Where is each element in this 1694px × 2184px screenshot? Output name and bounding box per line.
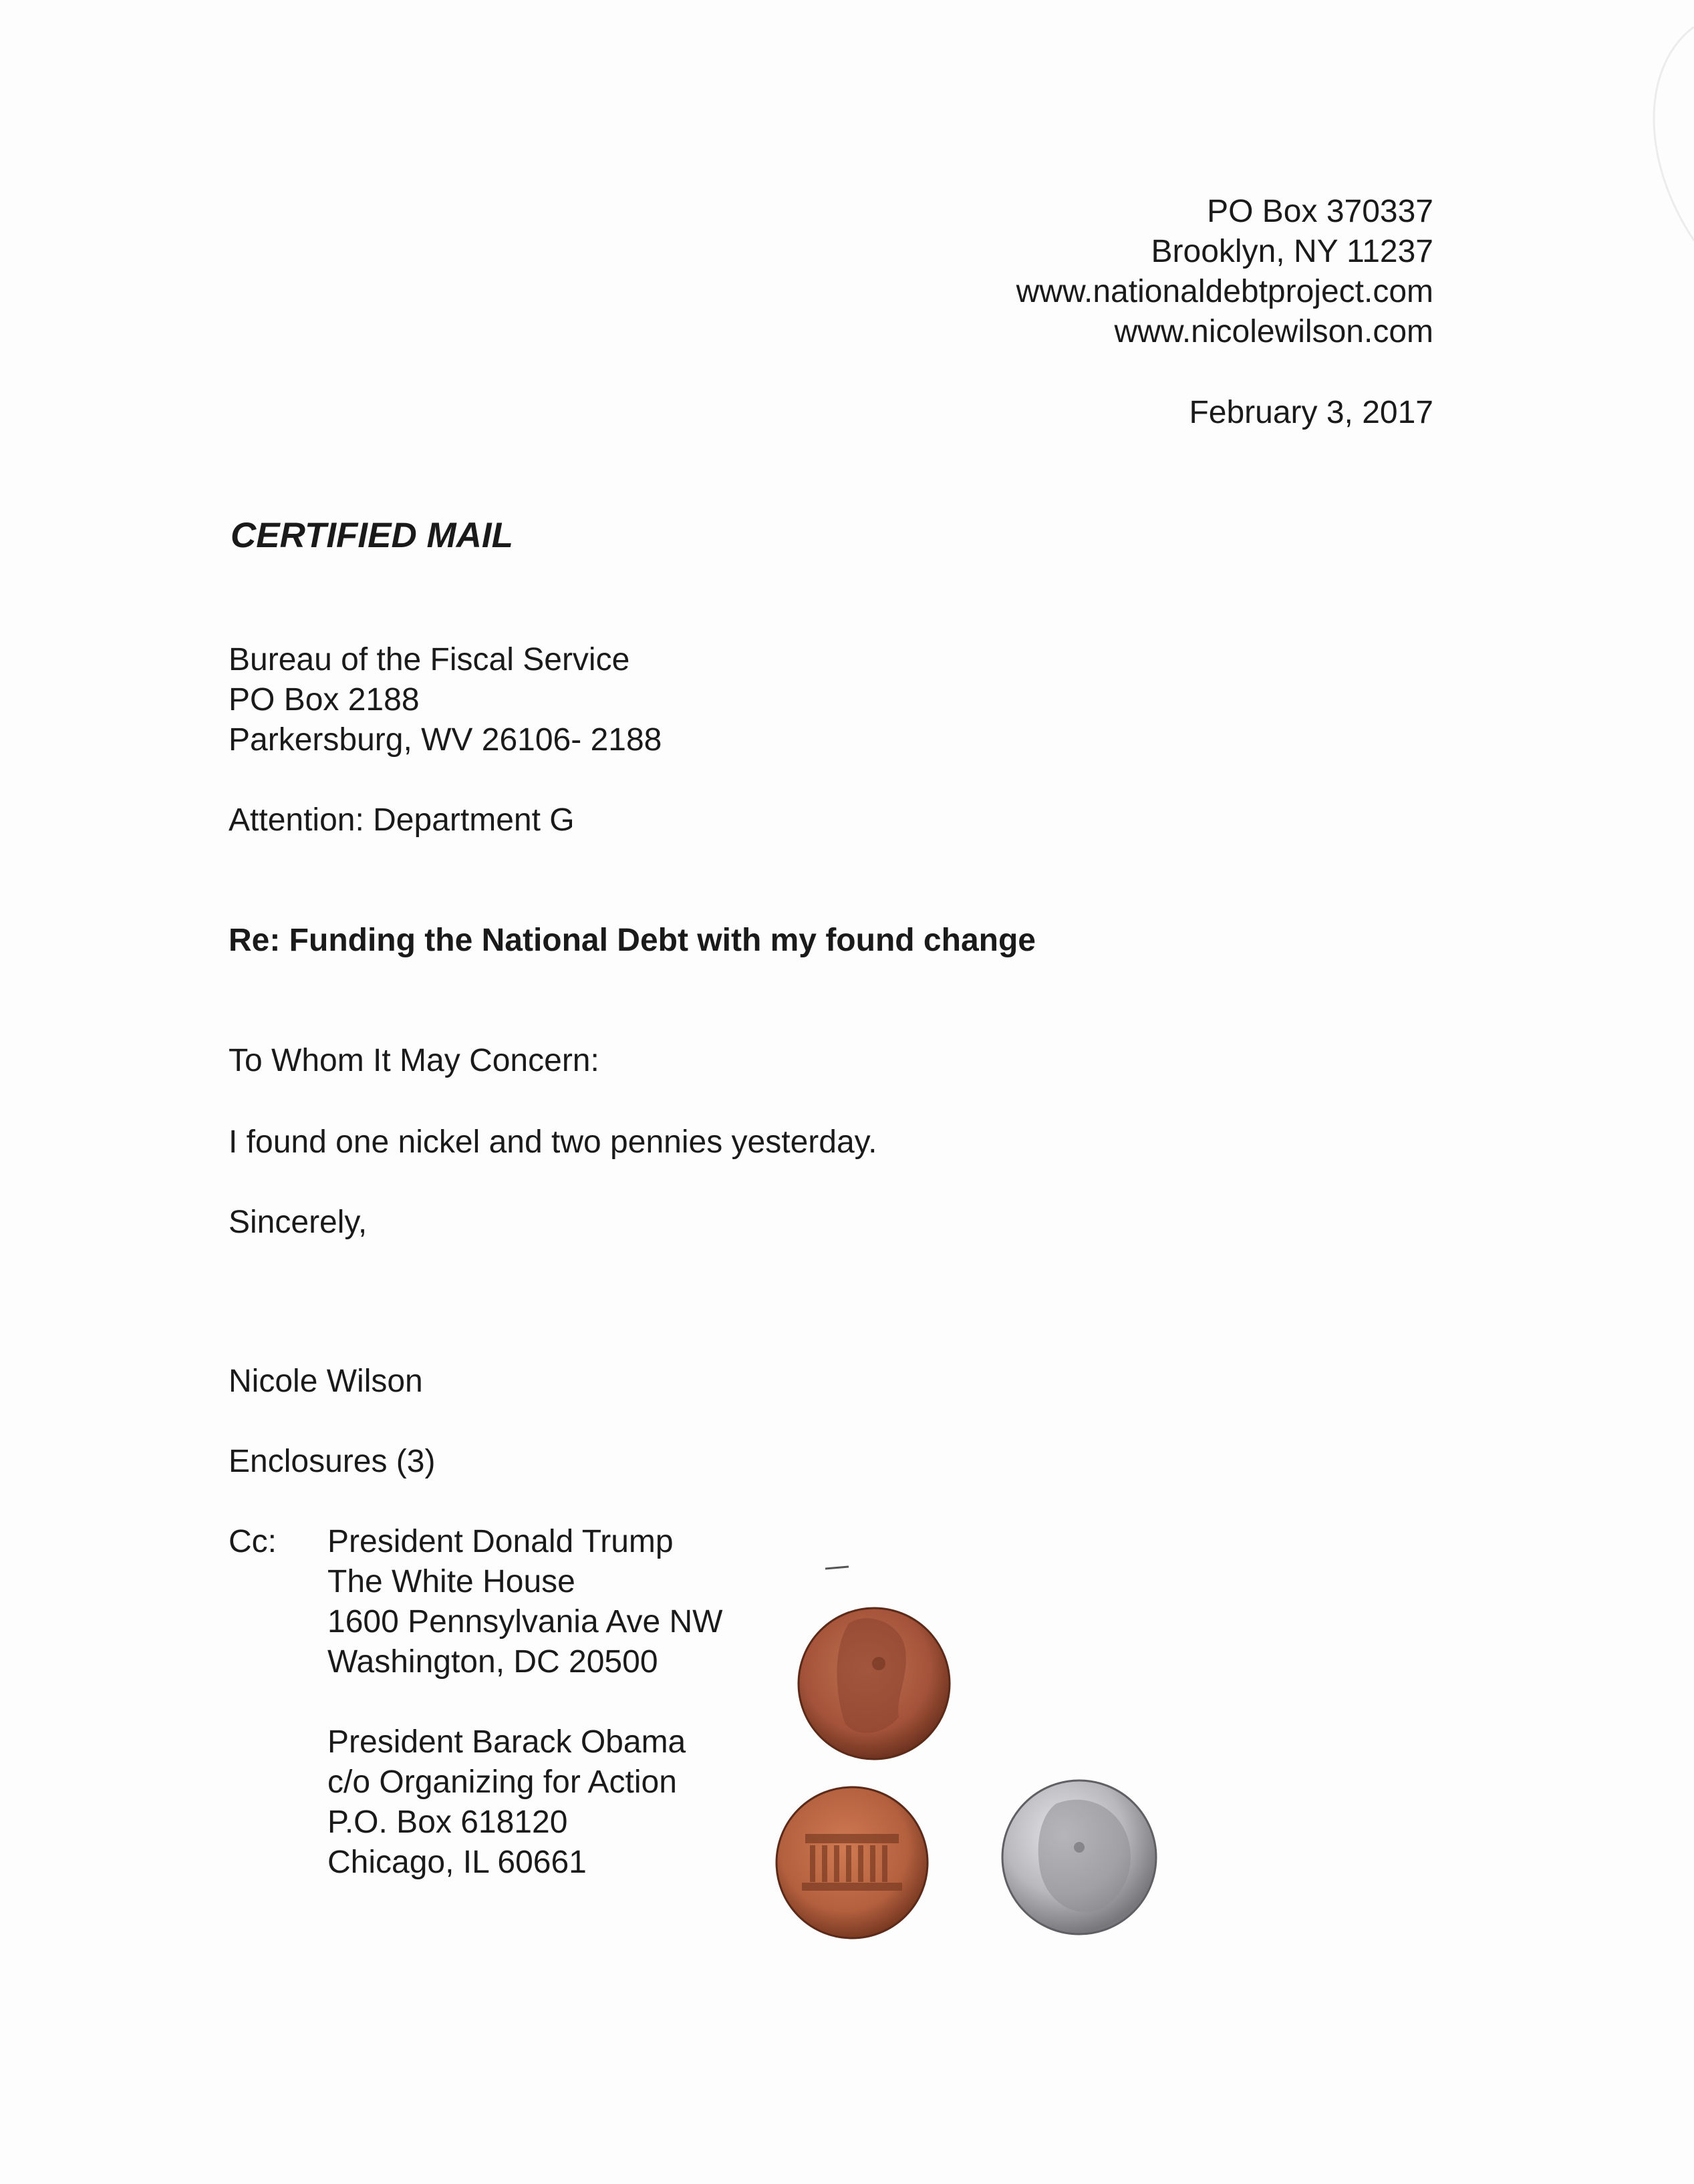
recipient-city-line: Parkersburg, WV 26106- 2188 <box>229 722 662 758</box>
sender-city-line: Brooklyn, NY 11237 <box>1151 234 1433 269</box>
sender-website-1[interactable]: www.nationaldebtproject.com <box>1016 274 1433 309</box>
recipient-po-box: PO Box 2188 <box>229 682 420 718</box>
delivery-method: CERTIFIED MAIL <box>231 516 514 555</box>
cc-label: Cc: <box>229 1524 277 1559</box>
sender-po-box: PO Box 370337 <box>1207 194 1433 229</box>
signer-name: Nicole Wilson <box>229 1364 423 1399</box>
cc-line: Washington, DC 20500 <box>327 1644 658 1680</box>
letter-date: February 3, 2017 <box>1189 395 1433 430</box>
sender-website-2[interactable]: www.nicolewilson.com <box>1114 314 1433 349</box>
subject-line: Re: Funding the National Debt with my found change <box>229 923 1036 958</box>
salutation: To Whom It May Concern: <box>229 1043 599 1078</box>
cc-line: c/o Organizing for Action <box>327 1764 677 1800</box>
cc-line: Chicago, IL 60661 <box>327 1845 587 1880</box>
closing: Sincerely, <box>229 1205 368 1240</box>
letter-body: I found one nickel and two pennies yesterday. <box>229 1124 877 1160</box>
recipient-name: Bureau of the Fiscal Service <box>229 642 630 677</box>
cc-line: 1600 Pennsylvania Ave NW <box>327 1604 723 1640</box>
enclosures-line: Enclosures (3) <box>229 1444 436 1479</box>
penny-reverse-coin <box>777 1787 928 1938</box>
cc-line: President Barack Obama <box>327 1724 686 1760</box>
cc-line: P.O. Box 618120 <box>327 1805 568 1840</box>
cc-line: The White House <box>327 1564 575 1599</box>
nickel-obverse-coin <box>1002 1780 1156 1934</box>
cc-line: President Donald Trump <box>327 1524 674 1559</box>
attention-line: Attention: Department G <box>229 802 575 838</box>
penny-obverse-coin <box>799 1608 950 1759</box>
